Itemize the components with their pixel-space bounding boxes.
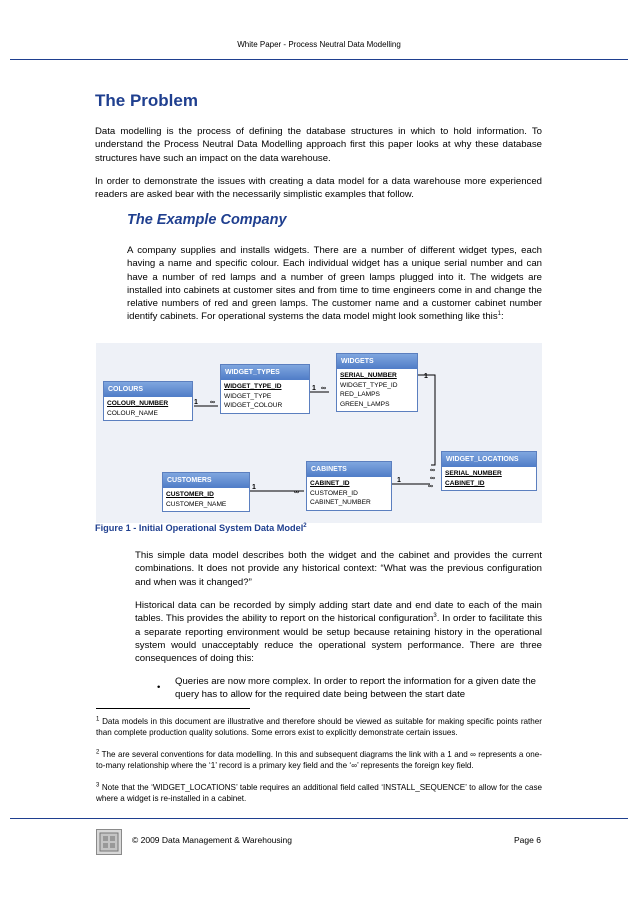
table-title: CABINETS: [307, 462, 391, 477]
table-field: WIDGET_TYPE: [224, 392, 272, 400]
figure-caption-text: Figure 1 - Initial Operational System Data Model: [95, 523, 304, 533]
table-title: WIDGET_LOCATIONS: [442, 452, 536, 467]
footnote-number: 1: [96, 716, 100, 723]
company-paragraph: [127, 244, 542, 324]
table-field: WIDGET_TYPE_ID: [340, 381, 398, 389]
table-widget-types[interactable]: [220, 364, 310, 414]
table-title: WIDGET_TYPES: [221, 365, 309, 380]
table-field: RED_LAMPS: [340, 391, 380, 399]
table-field: CABINET_NUMBER: [310, 499, 371, 507]
footnote-1: [96, 716, 542, 738]
card-many-widget-types: ∞: [210, 399, 215, 406]
footnote-ref-2[interactable]: 2: [303, 522, 307, 529]
table-widgets[interactable]: [336, 353, 418, 412]
footer-copyright: © 2009 Data Management & Warehousing: [132, 835, 292, 845]
card-many-locations-1: ∞: [430, 467, 435, 474]
card-one-customers: 1: [252, 484, 256, 491]
footnote-3: [96, 782, 542, 804]
table-field: SERIAL_NUMBER: [445, 470, 502, 477]
page-header: White Paper - Process Neutral Data Modelling: [237, 40, 401, 49]
card-one-widget-types: 1: [312, 385, 316, 392]
table-cabinets[interactable]: [306, 461, 392, 511]
footnote-ref-3[interactable]: 3: [433, 613, 437, 620]
figure-caption: [95, 523, 307, 533]
table-field: CABINET_ID: [445, 479, 485, 487]
logo-icon: [97, 830, 121, 854]
card-one-colours: 1: [194, 399, 198, 406]
footnote-text: Note that the ‘WIDGET_LOCATIONS’ table requires an additional field called ‘INSTALL_SEQUENCE’ to allow for the case where a widget is re-installed in a cabinet.: [96, 783, 543, 803]
er-diagram: [96, 343, 542, 523]
company-paragraph-text: A company supplies and installs widgets. There are a number of different widget types, each having a name and specific colour. Each individual widget has a unique serial number and can have a number of red lamps and a number of green lamps plugged into it. The widgets are installed into cabinets at customer sites and from time to time engineers come in and change the relative numbers of red and green lamps. The customer name and a customer cabinet number identify cabinets. For operational systems the data model might look something like this: [127, 245, 542, 323]
body-paragraph-1: This simple data model describes both the widget and the cabinet and provides the current combinations. It does not provide any historical context: “What was the previous configuration and when was it changed?”: [135, 550, 542, 588]
footnote-ref-1[interactable]: 1: [497, 311, 501, 318]
intro-paragraph-1: Data modelling is the process of defining the database structures in which to hold information. To understand the Process Neutral Data Modelling approach first this paper looks at why these database structures have such an impact on the data warehouse.: [95, 126, 542, 164]
footnote-separator: [96, 708, 250, 709]
table-field: CUSTOMER_NAME: [166, 500, 227, 508]
body-paragraph-2-text: Historical data can be recorded by simply adding start date and end date to each of the main tables. This provides the ability to report on the historical configuration: [135, 600, 542, 625]
card-one-cabinets: 1: [397, 477, 401, 484]
card-many-widgets: ∞: [321, 385, 326, 392]
table-customers[interactable]: [162, 472, 250, 512]
footer-rule: [10, 818, 628, 819]
table-field: CUSTOMER_ID: [166, 491, 214, 498]
table-title: CUSTOMERS: [163, 473, 249, 488]
table-field: CUSTOMER_ID: [310, 489, 358, 497]
intro-paragraph-2: In order to demonstrate the issues with creating a data model for a data warehouse more experienced readers are asked bear with the necessarily simplistic examples that follow.: [95, 176, 542, 201]
table-field: COLOUR_NAME: [107, 409, 158, 417]
card-many-locations-2: ∞: [430, 475, 435, 482]
table-field: GREEN_LAMPS: [340, 400, 390, 408]
footnote-2: [96, 749, 542, 771]
table-title: WIDGETS: [337, 354, 417, 369]
bullet-item: Queries are now more complex. In order to report the information for a given date the query has to allow for the required date being between the start date: [175, 676, 537, 701]
table-colours[interactable]: [103, 381, 193, 421]
table-field: WIDGET_COLOUR: [224, 402, 283, 410]
header-rule: [10, 59, 628, 60]
footnote-number: 2: [96, 749, 100, 756]
body-paragraph-2-end: . In order to facilitate this a separate reporting environment would be setup because retaining history in the operational system would unacceptably reduce the operational system performance. There are three consequences of doing this:: [135, 613, 543, 665]
footnote-text: Data models in this document are illustrative and therefore should be viewed as suitable for making specific points rather than complete production quality solutions. Some errors exist to explicitly demonstrate certain issues.: [96, 717, 543, 737]
table-field: CABINET_ID: [310, 480, 350, 487]
card-many-cabinets: ∞: [294, 489, 299, 496]
table-field: COLOUR_NUMBER: [107, 400, 169, 407]
company-logo: [96, 829, 122, 855]
card-one-widgets: 1: [424, 373, 428, 380]
page-number: Page 6: [514, 835, 541, 845]
section-heading: The Problem: [95, 91, 198, 110]
table-widget-locations[interactable]: [441, 451, 537, 491]
company-paragraph-end: :: [500, 311, 504, 323]
table-field: WIDGET_TYPE_ID: [224, 383, 282, 390]
subsection-heading: The Example Company: [127, 212, 287, 228]
footnote-text: The are several conventions for data modelling. In this and subsequent diagrams the link with a 1 and ∞ represents a one-to-many relationship where the ‘1’ record is a primary key field and the ‘∞’ represents the foreign key field.: [96, 750, 542, 770]
footnote-number: 3: [96, 782, 100, 789]
table-field: SERIAL_NUMBER: [340, 372, 397, 379]
table-title: COLOURS: [104, 382, 192, 397]
bullet-symbol: •: [157, 682, 161, 693]
body-paragraph-2: [135, 599, 542, 665]
card-many-locations-3: ∞: [428, 483, 433, 490]
